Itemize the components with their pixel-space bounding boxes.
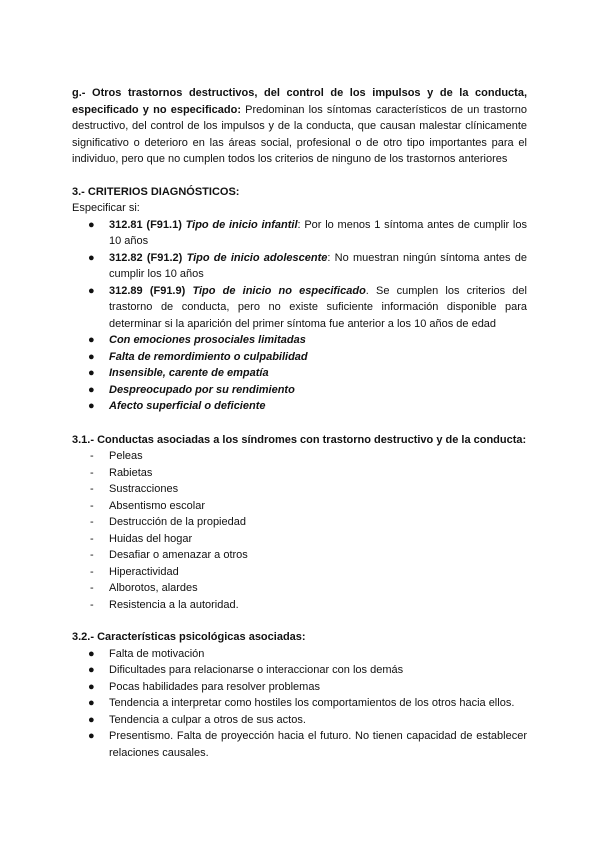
trait-text: Tendencia a interpretar como hostiles los comportamientos de los otros hacia ellos. — [109, 697, 515, 709]
section-g-paragraph — [72, 85, 527, 168]
bullet-icon: ● — [88, 713, 95, 726]
psychological-traits-list — [72, 646, 527, 762]
criteria-label: Tipo de inicio no especificado — [192, 284, 366, 297]
criteria-text: : Por lo menos 1 síntoma antes de cumplir los 10 años — [109, 218, 527, 247]
list-item — [72, 531, 527, 548]
list-item — [72, 481, 527, 498]
section-3-1-title: 3.1.- Conductas asociadas a los síndromes con trastorno destructivo y de la conducta: — [72, 433, 527, 446]
criteria-code: 312.89 (F91.9) — [109, 284, 186, 297]
bullet-icon: ● — [88, 251, 95, 264]
bullet-icon: ● — [88, 664, 95, 676]
list-item — [72, 679, 527, 696]
criteria-code: 312.81 (F91.1) — [109, 218, 182, 231]
list-item — [72, 217, 527, 250]
list-item — [72, 448, 527, 465]
bullet-icon: ● — [88, 383, 95, 396]
criteria-label: Tipo de inicio adolescente — [186, 251, 328, 264]
bullet-icon: ● — [88, 400, 95, 412]
dash-icon: - — [90, 516, 94, 528]
list-item — [72, 365, 527, 382]
section-3-intro: Especificar si: — [72, 202, 140, 214]
list-item — [72, 580, 527, 597]
bullet-icon: ● — [88, 367, 95, 379]
trait-text: Tendencia a culpar a otros de sus actos. — [109, 713, 306, 726]
specifier-text: Insensible, carente de empatía — [109, 367, 269, 379]
behaviour-text: Huidas del hogar — [109, 532, 193, 545]
list-item — [72, 662, 527, 679]
trait-text: Falta de motivación — [109, 647, 205, 660]
behaviour-text: Sustracciones — [109, 483, 179, 495]
criteria-code: 312.82 (F91.2) — [109, 251, 183, 264]
list-item — [72, 465, 527, 482]
dash-icon: - — [90, 565, 94, 578]
dash-icon: - — [90, 532, 94, 545]
list-item — [72, 382, 527, 399]
criteria-text: : No muestran ningún síntoma antes de cumplir los 10 años — [109, 251, 528, 280]
behaviour-text: Rabietas — [109, 466, 153, 479]
list-item — [72, 283, 527, 333]
list-item — [72, 728, 527, 761]
list-item — [72, 332, 527, 349]
section-3-2-title: 3.2.- Características psicológicas asociadas: — [72, 631, 306, 643]
behaviour-text: Alborotos, alardes — [109, 582, 198, 594]
section-g-text: Predominan los síntomas característicos de un trastorno destructivo, del control de los impulsos y de la conducta, que causan malestar clínicamente significativo o deterioro en las áreas social, profesional o de otro tipo importantes para el individuo, pero que no cumplen todos los criterios de ninguno de los trastornos anteriores — [72, 103, 527, 165]
list-item — [72, 498, 527, 515]
criteria-label: Tipo de inicio infantil — [185, 218, 298, 231]
trait-text: Presentismo. Falta de proyección hacia el futuro. No tienen capacidad de establecer relaciones causales. — [109, 730, 527, 759]
bullet-icon: ● — [88, 647, 95, 660]
behaviour-text: Destrucción de la propiedad — [109, 516, 246, 528]
dash-icon: - — [90, 582, 94, 594]
section-g-heading: g.- Otros trastornos destructivos, del control de los impulsos y de la conducta, especificado y no especificado: — [72, 87, 527, 116]
behaviour-text: Absentismo escolar — [109, 499, 205, 512]
list-item — [72, 514, 527, 531]
list-item — [72, 712, 527, 729]
specifier-text: Con emociones prosociales limitadas — [109, 334, 306, 346]
list-item — [72, 547, 527, 564]
specifier-text: Afecto superficial o deficiente — [109, 400, 266, 412]
bullet-icon: ● — [88, 730, 95, 742]
bullet-icon: ● — [88, 334, 95, 346]
list-item — [72, 597, 527, 614]
list-item — [72, 646, 527, 663]
document-page — [72, 85, 527, 761]
trait-text: Pocas habilidades para resolver problemas — [109, 680, 320, 693]
dash-icon: - — [90, 450, 94, 462]
associated-behaviours-list — [72, 448, 527, 613]
dash-icon: - — [90, 466, 94, 479]
bullet-icon: ● — [88, 284, 95, 297]
bullet-icon: ● — [88, 680, 95, 693]
dash-icon: - — [90, 499, 94, 512]
dash-icon: - — [90, 549, 94, 561]
behaviour-text: Desafiar o amenazar a otros — [109, 549, 248, 561]
behaviour-text: Resistencia a la autoridad. — [109, 598, 239, 611]
list-item — [72, 250, 527, 283]
list-item — [72, 349, 527, 366]
list-item — [72, 695, 527, 712]
specifier-text: Falta de remordimiento o culpabilidad — [109, 350, 308, 363]
bullet-icon: ● — [88, 697, 95, 709]
behaviour-text: Peleas — [109, 450, 143, 462]
section-3-title: 3.- CRITERIOS DIAGNÓSTICOS: — [72, 185, 240, 198]
list-item — [72, 398, 527, 415]
list-item — [72, 564, 527, 581]
trait-text: Dificultades para relacionarse o interaccionar con los demás — [109, 664, 404, 676]
criteria-text: . Se cumplen los criterios del trastorno de conducta, pero no existe suficiente información disponible para determinar si la aparición del primer síntoma fue anterior a los 10 años de edad — [109, 284, 527, 330]
diagnostic-criteria-list — [72, 217, 527, 415]
dash-icon: - — [90, 598, 94, 611]
bullet-icon: ● — [88, 218, 95, 231]
behaviour-text: Hiperactividad — [109, 565, 179, 578]
bullet-icon: ● — [88, 350, 95, 363]
specifier-text: Despreocupado por su rendimiento — [109, 383, 295, 396]
dash-icon: - — [90, 483, 94, 495]
